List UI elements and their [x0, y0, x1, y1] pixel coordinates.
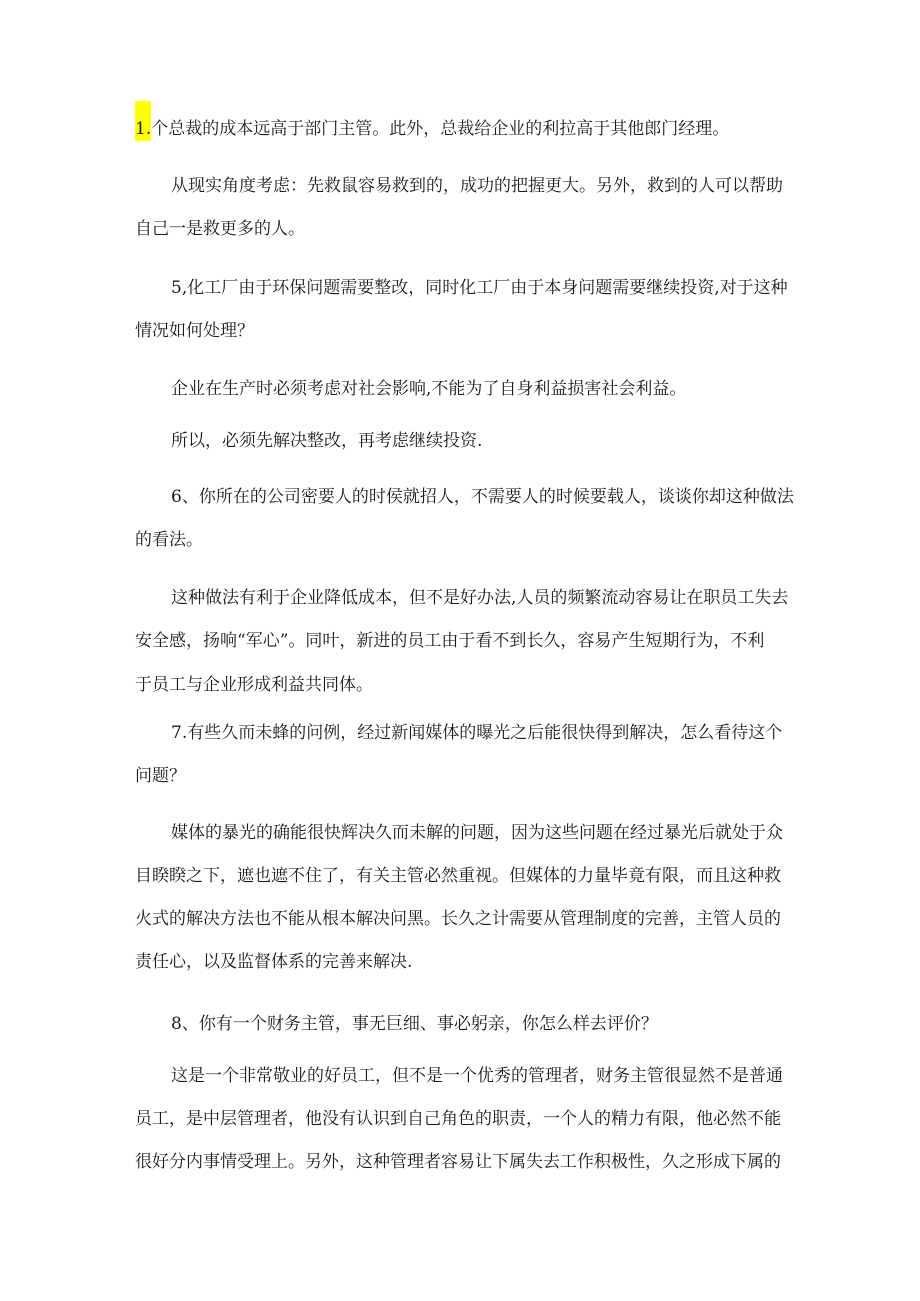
- paragraph-2-cont: [135, 211, 795, 247]
- paragraph-7: [171, 580, 831, 616]
- paragraph-5-line-1: 所以，必须先解决整改，再考虑继续投资.: [171, 431, 483, 451]
- paragraph-1: [135, 111, 795, 147]
- paragraph-6: [171, 479, 831, 515]
- paragraph-10: [171, 1006, 831, 1042]
- paragraph-2: [171, 168, 831, 204]
- paragraph-9-line-2: 目睽睽之下，遮也遮不住了，有关主管必然重视。但媒体的力量毕竟有限，而且这种救: [135, 866, 781, 886]
- paragraph-4: [171, 371, 831, 407]
- paragraph-9-line-4: 责任心，以及监督体系的完善来解决.: [135, 952, 413, 972]
- paragraph-3-cont: [135, 313, 795, 349]
- paragraph-1-line-1: 1.个总裁的成本远高于部门主管。此外，总裁给企业的利拉高于其他郎门经理。: [135, 119, 730, 139]
- paragraph-8-cont: [135, 758, 795, 794]
- paragraph-6-line-2: 的看法。: [135, 530, 203, 550]
- paragraph-9-cont: [135, 858, 795, 980]
- paragraph-8-line-1: 7.有些久而未蜂的问例，经过新闻媒体的曝光之后能很快得到解决，怎么看待这个: [171, 723, 783, 743]
- paragraph-2-line-1: 从现实角度考虑：先救鼠容易救到的，成功的把握更大。另外，救到的人可以帮助: [171, 176, 783, 196]
- paragraph-6-line-1: 6、你所在的公司密要人的时侯就招人，不需要人的时候要载人，谈谈你却这种做法: [171, 487, 794, 507]
- paragraph-2-line-2: 自己一是救更多的人。: [135, 219, 305, 239]
- paragraph-4-line-1: 企业在生产时必须考虑对社会影响,不能为了自身利益损害社会利益。: [171, 379, 687, 399]
- paragraph-5: [171, 423, 831, 459]
- paragraph-3-line-2: 情况如何处理？: [135, 321, 254, 341]
- paragraph-9-line-3: 火式的解决方法也不能从根本解决问黑。长久之计需要从管理制度的完善，主管人员的: [135, 909, 781, 929]
- paragraph-7-line-2: 安全感，扬响“军心”。同叶，新进的员工由于看不到长久，容易产生短期行为，不利: [135, 631, 765, 651]
- paragraph-11: [171, 1058, 831, 1094]
- paragraph-11-cont: [135, 1101, 795, 1180]
- paragraph-7-line-1: 这种做法有利于企业降低成本，但不是好办法,人员的频繁流动容易让在职员工失去: [171, 588, 789, 608]
- paragraph-10-line-1: 8、你有一个财务主管，事无巨细、事必躬亲，你怎么样去评价？: [171, 1014, 658, 1034]
- paragraph-9-line-1: 媒体的暴光的确能很快辉决久而未解的问题，因为这些问题在经过暴光后就处于众: [171, 823, 783, 843]
- paragraph-8-line-2: 问题？: [135, 766, 186, 786]
- paragraph-7-cont: [135, 623, 795, 703]
- paragraph-3: [171, 270, 831, 306]
- paragraph-6-cont: [135, 522, 795, 558]
- paragraph-8: [171, 715, 831, 751]
- paragraph-7-line-3: 于员工与企业形成利益共同体。: [135, 675, 373, 695]
- paragraph-11-line-1: 这是一个非常敬业的好员工，但不是一个优秀的管理者，财务主管很显然不是普通: [171, 1066, 783, 1086]
- paragraph-3-line-1: 5,化工厂由于环保问题需要整改，同时化工厂由于本身问题需要继续投资,对于这种: [171, 278, 788, 298]
- paragraph-9: [171, 815, 831, 851]
- paragraph-11-line-3: 很好分内事情受理上。另外，这种管理者容易让下属失去工作积极性，久之形成下属的: [135, 1152, 781, 1172]
- paragraph-11-line-2: 员工，是中层管理者，他没有认识到自己角色的职责，一个人的精力有限，他必然不能: [135, 1109, 781, 1129]
